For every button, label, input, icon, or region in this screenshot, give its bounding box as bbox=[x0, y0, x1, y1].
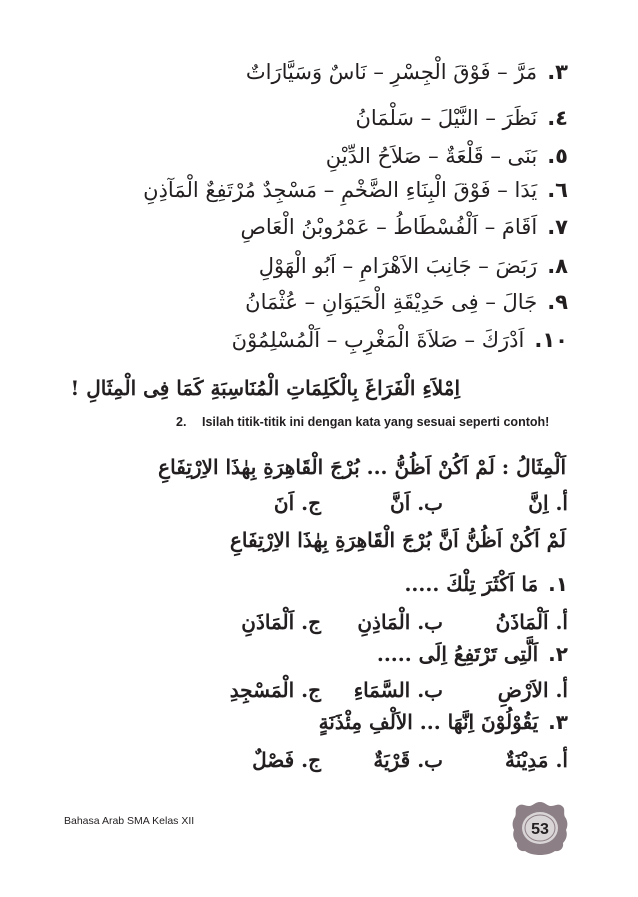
option: ب. الْمَاذِنِ bbox=[357, 610, 443, 634]
page-number: 53 bbox=[531, 821, 549, 838]
option: ج. اَنَ bbox=[273, 491, 321, 515]
list-text: اَدْرَكَ – صَلاَةَ الْمَغْرِبِ – اَلْمُسْلِمُوْنَ bbox=[231, 328, 525, 352]
list-text: يَدَا – فَوْقَ الْبِنَاءِ الضَّخْمِ – مَسْجِدٌ مُرْتَفِعٌ الْمَآذِنِ bbox=[143, 178, 538, 202]
list-number: ٨. bbox=[547, 254, 568, 278]
example-options bbox=[274, 491, 568, 515]
list-number: ٩. bbox=[547, 290, 568, 314]
list-text: نَظَرَ – النَّيْلَ – سَلْمَانُ bbox=[355, 106, 538, 130]
option: أ. مَدِيْنَةٌ bbox=[504, 748, 568, 772]
example-question: اَلْمِثَالُ : لَمْ اَكُنْ اَظُنُّ ... بُرْجَ الْقَاهِرَةِ بِهٰذَا الاِرْتِفَاعِ bbox=[158, 455, 566, 479]
exercise-text: يَقُوْلُوْنَ اِنَّهَا ... الاَلْفِ مِئْذَنَةٍ bbox=[318, 710, 539, 734]
exercise-number: ٢. bbox=[548, 642, 568, 666]
option: ب. قَرْيَةٌ bbox=[373, 748, 443, 772]
list-item bbox=[356, 106, 569, 130]
section-heading: اِمْلاَءِ الْفَرَاغَ بِالْكَلِمَاتِ الْمُنَاسِبَةِ كَمَا فِى الْمِثَالِ ! bbox=[70, 376, 460, 400]
option: ج. اَلْمَاذَنِ bbox=[241, 610, 321, 634]
list-item bbox=[326, 144, 568, 168]
option: أ. اَلْمَاذَنُ bbox=[495, 610, 568, 634]
list-text: اَقَامَ – اَلْفُسْطَاطُ – عَمْرُوبْنُ الْعَاصِ bbox=[240, 215, 538, 239]
exercise-text: اَلَّتِى تَرْتَفِعُ اِلَى ..... bbox=[376, 642, 539, 666]
exercise-text: مَا اَكْثَرَ تِلْكَ ..... bbox=[404, 572, 539, 596]
list-text: رَبَضَ – جَانِبَ الاَهْرَامِ – اَبُو الْهَوْلِ bbox=[258, 254, 538, 278]
list-text: بَنَى – قَلْعَةٌ – صَلاَحُ الدِّيْنِ bbox=[325, 144, 538, 168]
list-item bbox=[143, 178, 568, 202]
list-item bbox=[232, 328, 568, 352]
list-item bbox=[246, 60, 568, 84]
list-number: ٤. bbox=[547, 106, 568, 130]
instruction-text: Isilah titik-titik ini dengan kata yang sesuai seperti contoh! bbox=[202, 415, 550, 429]
list-number: ٧. bbox=[547, 215, 568, 239]
footer-book-title: Bahasa Arab SMA Kelas XII bbox=[64, 815, 195, 827]
list-number: ٦. bbox=[547, 178, 568, 202]
option: ج. الْمَسْجِدِ bbox=[229, 678, 321, 702]
exercise-number: ٣. bbox=[548, 710, 568, 734]
exercise-question bbox=[377, 642, 568, 666]
list-number: ٥. bbox=[547, 144, 568, 168]
list-text: مَرَّ – فَوْقَ الْجِسْرِ – نَاسٌ وَسَيَّارَاتٌ bbox=[245, 60, 538, 84]
option: ب. اَنَّ bbox=[390, 491, 443, 515]
exercise-number: ١. bbox=[548, 572, 568, 596]
exercise-question bbox=[319, 710, 568, 734]
badge-ornament-icon bbox=[511, 800, 569, 856]
example-answer: لَمْ اَكُنْ اَظُنُّ اَنَّ بُرْجَ الْقَاهِرَةِ بِهٰذَا الاِرْتِفَاعِ bbox=[230, 528, 566, 552]
exercise-options bbox=[230, 678, 568, 702]
instruction-number: 2. bbox=[176, 415, 187, 429]
exercise-question bbox=[404, 572, 568, 596]
page-number-badge bbox=[511, 800, 569, 856]
list-number: ١٠. bbox=[534, 328, 568, 352]
option: ج. فَصْلٌ bbox=[252, 748, 321, 772]
list-text: جَالَ – فِى حَدِيْقَةِ الْحَيَوَانِ – عُثْمَانُ bbox=[245, 290, 538, 314]
instruction bbox=[176, 415, 549, 429]
list-number: ٣. bbox=[547, 60, 568, 84]
list-item bbox=[245, 290, 568, 314]
option: ب. السَّمَاءِ bbox=[353, 678, 443, 702]
list-item bbox=[259, 254, 568, 278]
exercise-options bbox=[241, 610, 568, 634]
option: أ. اِنَّ bbox=[528, 491, 568, 515]
option: أ. الاَرْضِ bbox=[497, 678, 568, 702]
list-item bbox=[241, 215, 568, 239]
exercise-options bbox=[252, 748, 568, 772]
